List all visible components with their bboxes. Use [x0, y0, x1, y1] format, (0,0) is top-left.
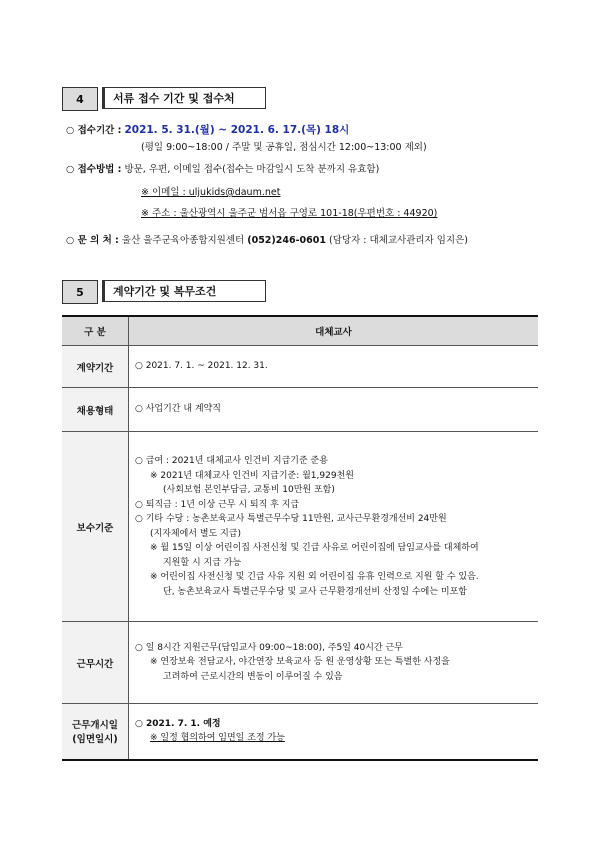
pay-line: ○ 기타 수당 : 농촌보육교사 특별근무수당 11만원, 교사근무환경개선비 24만원 [135, 514, 447, 524]
start-note: ※ 일정 협의하여 임면일 조정 가능 [150, 733, 285, 744]
table-row [62, 622, 538, 704]
period-value: 2021. 5. 31.(월) ~ 2021. 6. 17.(목) 18시 [124, 124, 350, 136]
work-line: ※ 연장보육 전담교사, 야간연장 보육교사 등 원 운영상황 또는 특별한 사정을 [150, 657, 450, 668]
column-header-category: 구 분 [62, 316, 129, 346]
period-note: (평일 9:00~18:00 / 주말 및 공휴일, 점심시간 12:00~13:00 제외) [141, 142, 427, 153]
start-label-line: 근무개시일 [72, 720, 118, 732]
address-line: ※ 주소 : 울산광역시 울주군 범서읍 구영로 101-18(우편번호 : 44920) [141, 208, 438, 219]
start-label [62, 704, 129, 760]
work-line: 고려하여 근로시간의 변동이 이루어질 수 있음 [163, 671, 343, 682]
pay-line: (지자체에서 별도 지급) [150, 528, 241, 539]
hire-value: ○ 사업기간 내 계약직 [129, 388, 539, 432]
method-value: 방문, 우편, 이메일 접수(접수는 마감일시 도착 분까지 유효함) [124, 164, 380, 175]
pay-line: 단, 농촌보육교사 특별근무수당 및 교사 근무환경개선비 산정일 수에는 미포함 [163, 586, 467, 597]
work-line: ○ 일 8시간 지원근무(담임교사 09:00~18:00), 주5일 40시간 근무 [135, 642, 403, 653]
contact-label: ○ 문 의 처 : [66, 235, 119, 246]
pay-line: ※ 어린이집 사전신청 및 긴급 사유 지원 외 어린이집 유휴 인력으로 지원 할 수 있음. [150, 572, 479, 582]
conditions-table [62, 315, 538, 761]
table-row [62, 388, 538, 432]
column-header-substitute: 대체교사 [129, 316, 539, 346]
section-number: 5 [62, 280, 98, 304]
contact-phone: (052)246-0601 [247, 235, 326, 246]
pay-line: ○ 급여 : 2021년 대체교사 인건비 지급기준 준용 [135, 456, 328, 466]
method-label: ○ 접수방법 : [66, 164, 122, 175]
section-number: 4 [62, 87, 98, 111]
contract-value: ○ 2021. 7. 1. ~ 2021. 12. 31. [129, 346, 539, 388]
pay-line: ※ 2021년 대체교사 인건비 지급기준: 월1,929천원 [150, 470, 354, 481]
start-content [129, 704, 539, 760]
method-line [66, 163, 379, 176]
period-line [66, 124, 349, 137]
pay-content [129, 432, 539, 622]
contact-person: (담당자 : 대체교사관리자 임지은) [329, 235, 468, 246]
table-header-row [62, 316, 538, 346]
email-line: ※ 이메일 : uljukids@daum.net [141, 187, 281, 198]
section-title: 계약기간 및 복무조건 [102, 280, 266, 302]
pay-line: 지원할 시 지급 가능 [163, 557, 242, 568]
contact-center: 울산 울주군육아종합지원센터 [121, 235, 245, 246]
section-4-header [62, 87, 266, 111]
pay-line: (사회보험 본인부담금, 교통비 10만원 포함) [163, 485, 335, 495]
pay-line: ※ 월 15일 이상 어린이집 사전신청 및 긴급 사유로 어린이집에 담임교사를 대체하여 [150, 543, 479, 553]
pay-label: 보수기준 [62, 432, 129, 622]
period-label: ○ 접수기간 : [66, 125, 122, 136]
table-row [62, 704, 538, 760]
hire-label: 채용형태 [62, 388, 129, 432]
table-row [62, 432, 538, 622]
work-content [129, 622, 539, 704]
table-row [62, 346, 538, 388]
contract-label: 계약기간 [62, 346, 129, 388]
section-5-header [62, 280, 266, 304]
contact-line [66, 234, 468, 247]
section-title: 서류 접수 기간 및 접수처 [102, 87, 266, 109]
pay-line: ○ 퇴직금 : 1년 이상 근무 시 퇴직 후 지급 [135, 499, 300, 510]
start-value: ○ 2021. 7. 1. 예정 [135, 718, 221, 729]
work-label: 근무시간 [62, 622, 129, 704]
start-label-line: (임면일시) [72, 734, 118, 746]
